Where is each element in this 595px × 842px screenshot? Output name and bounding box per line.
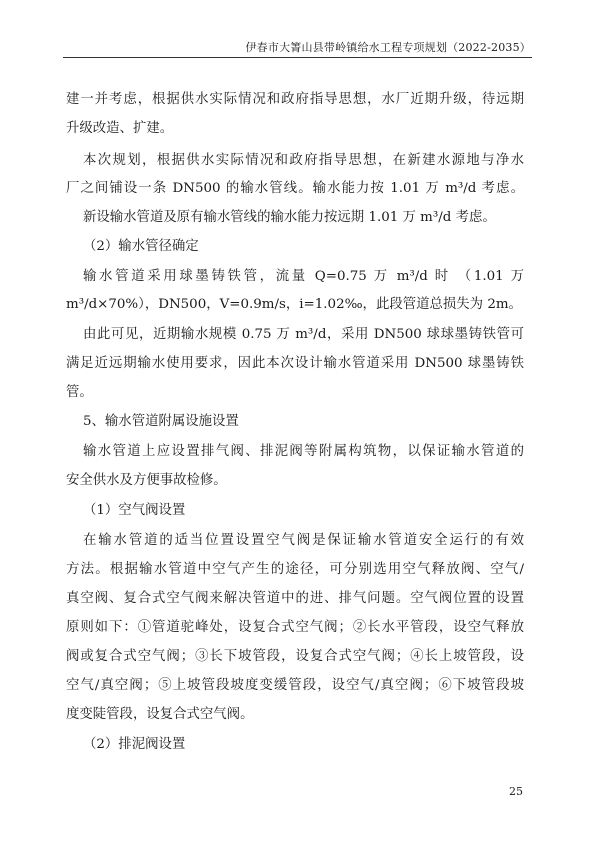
section-heading: （1）空气阀设置	[83, 503, 186, 518]
section-heading: （2）排泥阀设置	[83, 737, 186, 752]
body-line: 管。	[66, 385, 93, 400]
body-line: 安全供水及方便事故检修。	[66, 473, 227, 488]
running-header: 伊春市大箐山县带岭镇给水工程专项规划（2022-2035）	[245, 41, 531, 54]
section-heading: 5、输水管道附属设施设置	[83, 414, 239, 429]
body-line: 输水管道采用球墨铸铁管，流量 Q=0.75 万 m³/d 时 （1.01 万	[83, 269, 524, 284]
body-line: m³/d×70%），DN500，V=0.9m/s，i=1.02‰，此段管道总损失为 2m。	[66, 297, 522, 312]
body-line: 空气/真空阀；⑤上坡管段坡度变缓管段，设空气/真空阀；⑥下坡管段坡	[66, 678, 524, 693]
body-line: 原则如下：①管道驼峰处，设复合式空气阀；②长水平管段，设空气释放	[66, 620, 524, 635]
body-line: 由此可见，近期输水规模 0.75 万 m³/d，采用 DN500 球球墨铸铁管可	[83, 327, 524, 342]
body-line: 在输水管道的适当位置设置空气阀是保证输水管道安全运行的有效	[83, 533, 524, 548]
body-line: 升级改造、扩建。	[66, 121, 174, 136]
body-line: 真空阀、复合式空气阀来解决管道中的进、排气问题。空气阀位置的设置	[66, 591, 524, 606]
body-line: 新设输水管道及原有输水管线的输水能力按远期 1.01 万 m³/d 考虑。	[83, 210, 496, 225]
body-line: 建一并考虑，根据供水实际情况和政府指导思想，水厂近期升级，待远期	[66, 92, 524, 107]
page-number: 25	[509, 785, 523, 798]
body-line: 输水管道上应设置排气阀、排泥阀等附属构筑物，以保证输水管道的	[83, 444, 524, 459]
section-heading: （2）输水管径确定	[83, 239, 199, 254]
body-line: 度变陡管段，设复合式空气阀。	[66, 707, 254, 722]
body-line: 阀或复合式空气阀；③长下坡管段，设复合式空气阀；④长上坡管段，设	[66, 649, 524, 664]
header-rule	[63, 57, 532, 58]
body-line: 厂之间铺设一条 DN500 的输水管线。输水能力按 1.01 万 m³/d 考虑。	[66, 181, 524, 196]
body-line: 满足近远期输水使用要求，因此本次设计输水管道采用 DN500 球墨铸铁	[66, 356, 524, 371]
body-line: 方法。根据输水管道中空气产生的途径，可分别选用空气释放阀、空气/	[66, 562, 524, 577]
body-line: 本次规划，根据供水实际情况和政府指导思想，在新建水源地与净水	[83, 153, 524, 168]
